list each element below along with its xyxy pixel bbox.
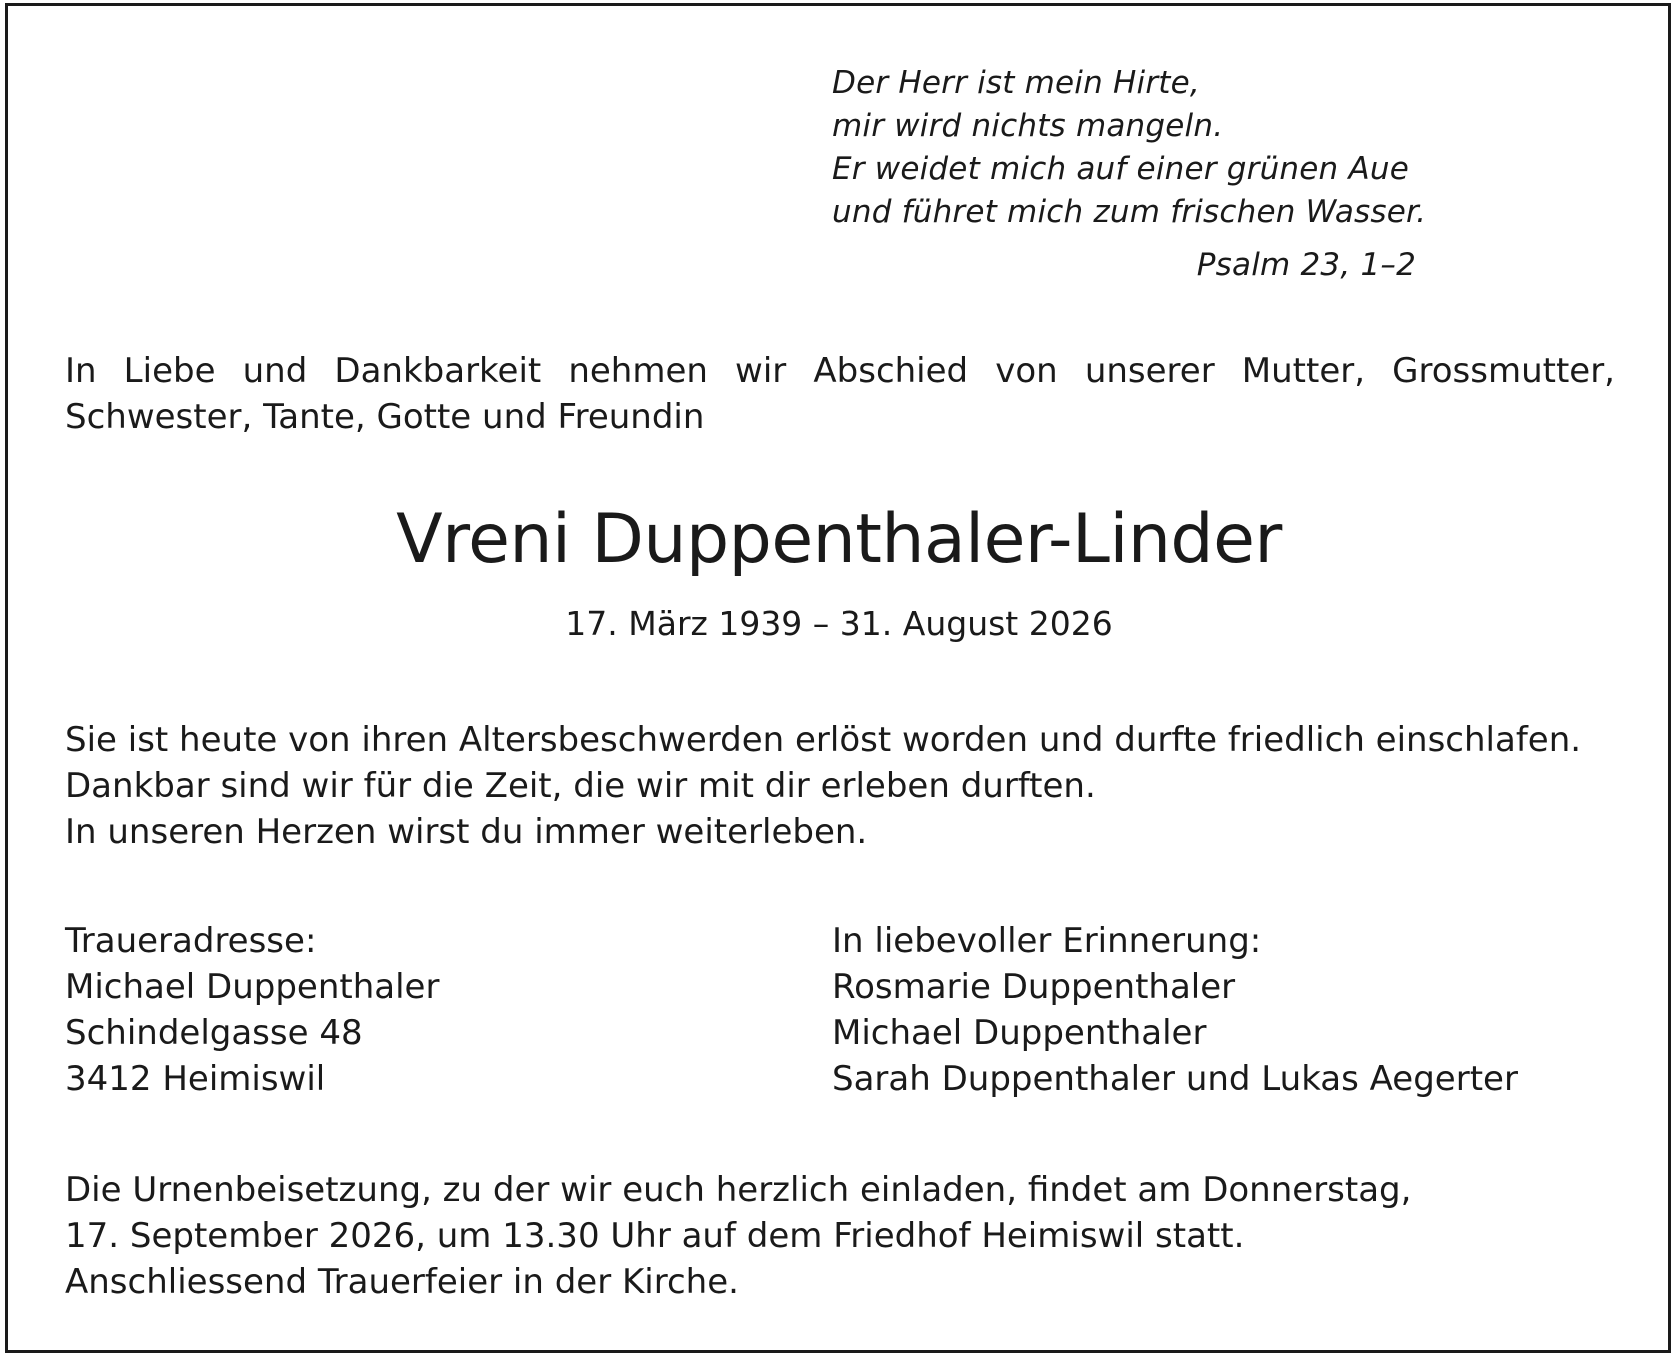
address-heading: Traueradresse:: [65, 921, 317, 961]
memory-name: Michael Duppenthaler: [832, 1013, 1207, 1053]
address-line: Schindelgasse 48: [65, 1013, 363, 1053]
deceased-name: Vreni Duppenthaler-Linder: [396, 500, 1282, 579]
intro-line: Schwester, Tante, Gotte und Freundin: [65, 397, 705, 437]
verse-line: mir wird nichts mangeln.: [832, 108, 1224, 144]
psalm-verse: [832, 62, 1427, 287]
memory-heading: In liebevoller Erinnerung:: [832, 921, 1262, 961]
verse-line: und führet mich zum frischen Wasser.: [832, 194, 1427, 230]
ceremony-line: Anschliessend Trauerfeier in der Kirche.: [65, 1262, 739, 1302]
message-paragraph: [65, 717, 1581, 855]
memory-name: Rosmarie Duppenthaler: [832, 967, 1236, 1007]
memory-list: [832, 918, 1518, 1102]
intro-line: In Liebe und Dankbarkeit nehmen wir Abschied von unserer Mutter, Grossmutter,: [65, 351, 1615, 391]
address-line: Michael Duppenthaler: [65, 967, 440, 1007]
memory-name: Sarah Duppenthaler und Lukas Aegerter: [832, 1059, 1518, 1099]
mourning-address: [65, 918, 439, 1102]
address-line: 3412 Heimiswil: [65, 1059, 326, 1099]
life-dates: 17. März 1939 – 31. August 2026: [565, 604, 1113, 643]
intro-paragraph: [65, 348, 1615, 440]
ceremony-line: Die Urnenbeisetzung, zu der wir euch herzlich einladen, findet am Donnerstag,: [65, 1170, 1412, 1210]
verse-line: Der Herr ist mein Hirte,: [832, 65, 1200, 101]
verse-source: Psalm 23, 1–2: [1196, 247, 1416, 283]
message-line: In unseren Herzen wirst du immer weiterleben.: [65, 812, 868, 852]
verse-line: Er weidet mich auf einer grünen Aue: [832, 151, 1409, 187]
ceremony-paragraph: [65, 1167, 1411, 1305]
ceremony-line: 17. September 2026, um 13.30 Uhr auf dem Friedhof Heimiswil statt.: [65, 1216, 1245, 1256]
message-line: Dankbar sind wir für die Zeit, die wir mit dir erleben durften.: [65, 766, 1096, 806]
message-line: Sie ist heute von ihren Altersbeschwerden erlöst worden und durfte friedlich einschlafen.: [65, 720, 1582, 760]
